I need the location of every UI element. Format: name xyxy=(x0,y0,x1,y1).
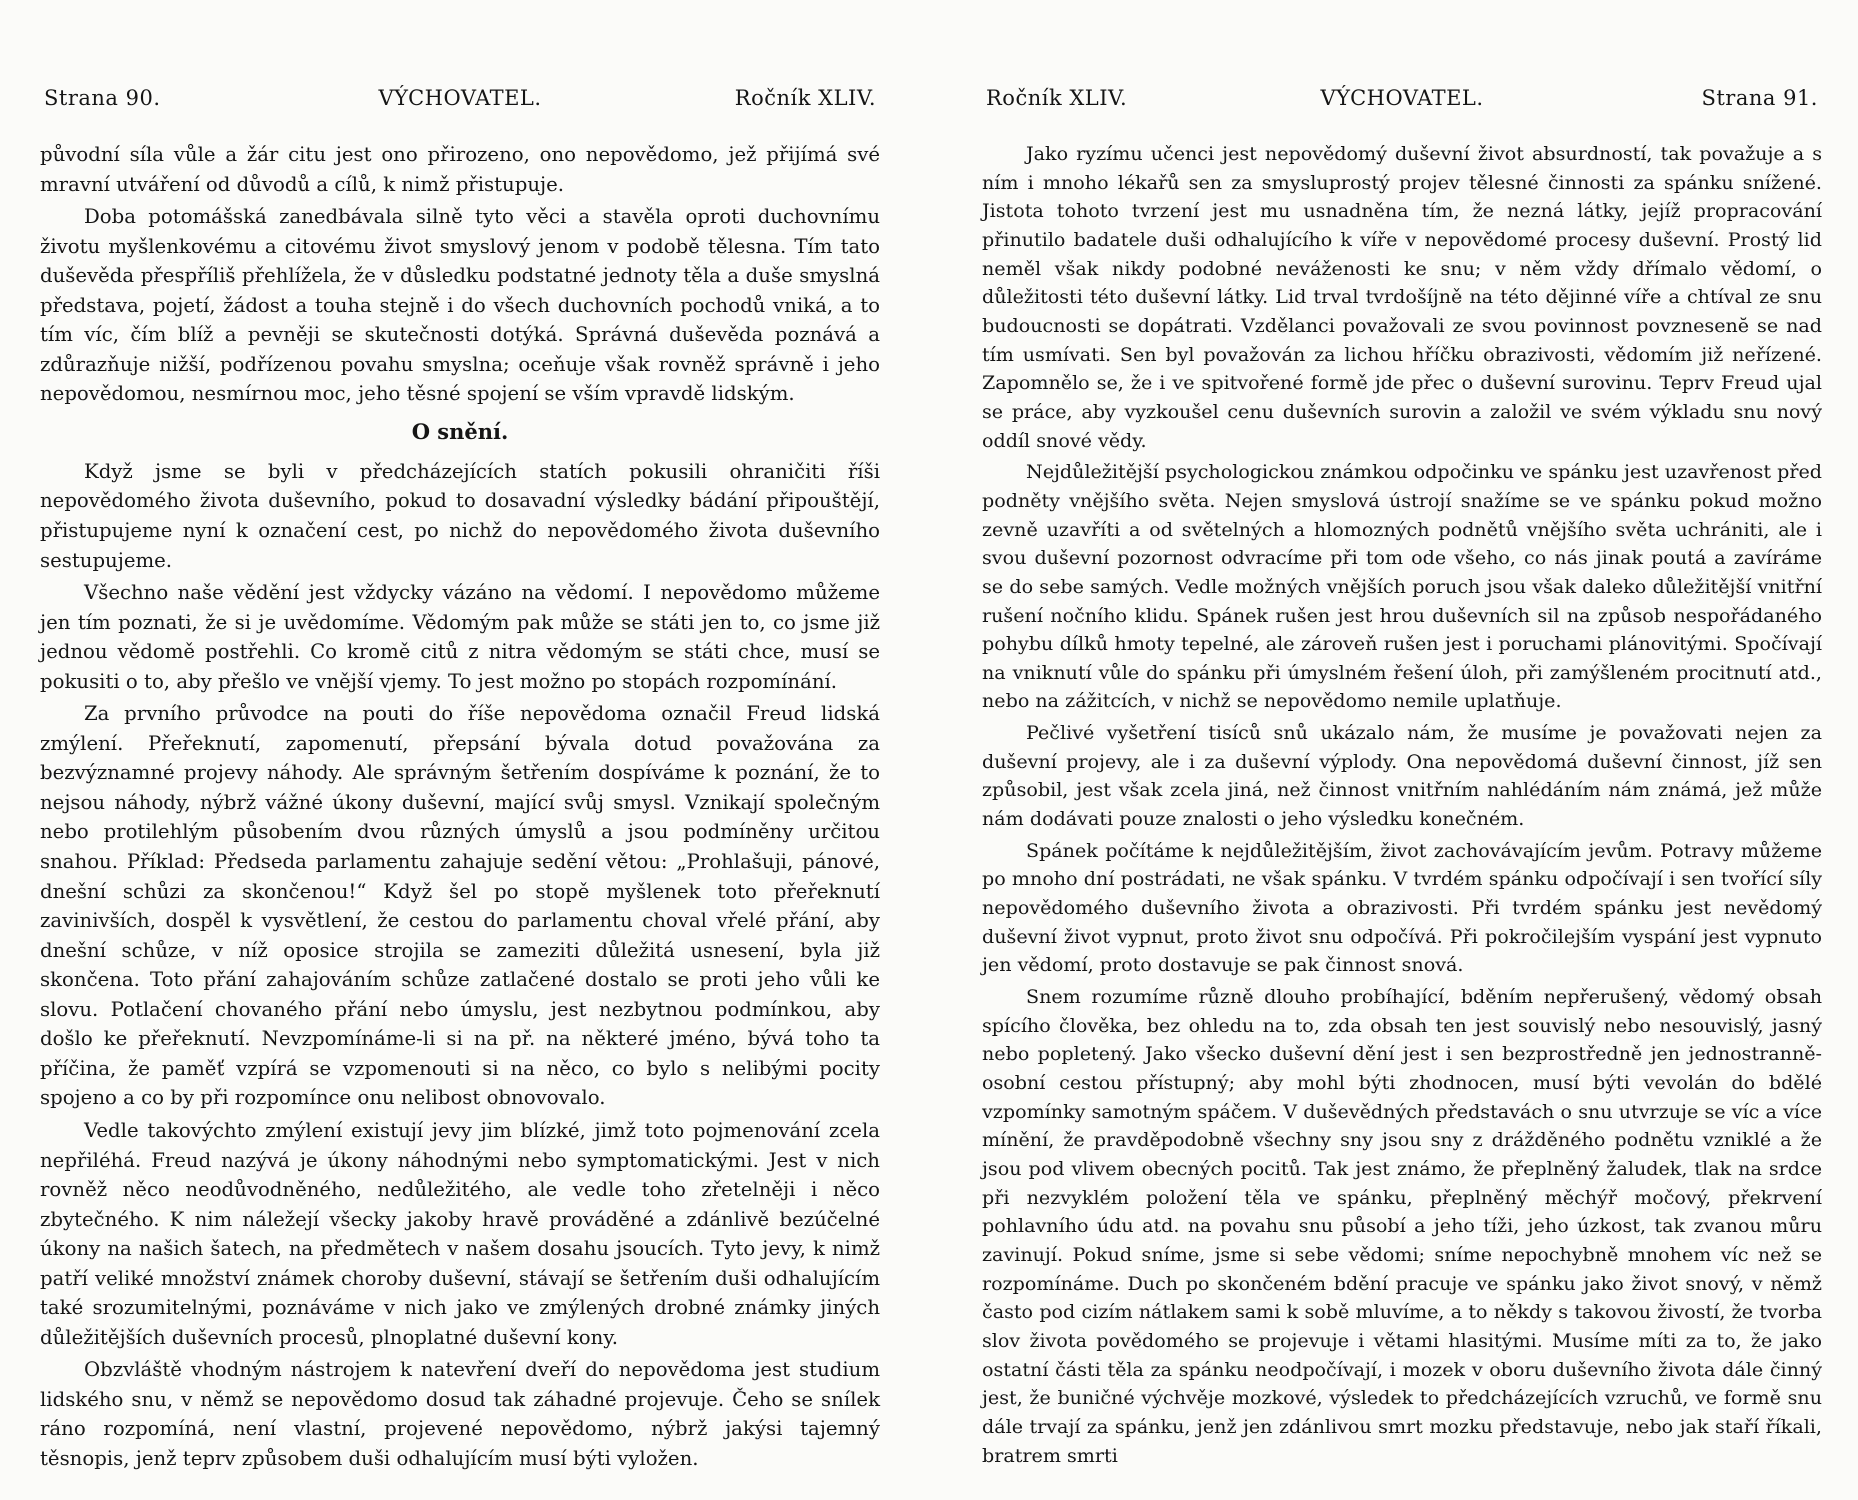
page-body xyxy=(982,140,1822,1473)
paragraph: Vedle takovýchto zmýlení existují jevy jim blízké, jimž toto pojmenování zcela nepřiléhá. Freud nazývá je úkony náhodnými nebo symptomatickými. Jest v nich rovněž něco neodůvodněného, nedůležitého, ale vedle toho zřetelněji i něco zbytečného. K nim náležejí všecky jakoby hravě prováděné a zdánlivě bezúčelné úkony na našich šatech, na předmětech v našem dosahu jsoucích. Tyto jevy, k nimž patří veliké množství známek choroby duševní, stávají se šetřením duši odhalujícím také srozumitelnými, poznáváme v nich jako ve zmýlených drobné známky jiných důležitějších duševních procesů, plnoplatné duševní kony. xyxy=(40,1118,880,1349)
paragraph: Doba potomášská zanedbávala silně tyto věci a stavěla oproti duchovnímu životu myšlenkovému a citovému život smyslový jenom v podobě tělesna. Tím tato duševěda přespříliš přehlížela, že v důsledku podstatné jednoty těla a duše smyslná představa, pojetí, žádost a touha stejně i do všech duchovních pochodů vniká, a to tím víc, čím blíž a pevněji se skutečnosti dotýká. Správná duševěda poznává a zdůrazňuje nižší, podřízenou povahu smyslna; oceňuje však rovněž správně i jeho nepovědomou, nesmírnou moc, jeho těsné spojení se vším vpravdě lidským. xyxy=(40,205,880,406)
paragraph: Nejdůležitější psychologickou známkou odpočinku ve spánku jest uzavřenost před podněty vnějšího světa. Nejen smyslová ústrojí snažíme se ve spánku pokud možno zevně uzavříti a od světelných a hlomozných podnětů vnějšího světa uchrániti, ale i svou duševní pozornost odvracíme při tom ode všeho, co nás jinak poutá a zavíráme se do sebe samých. Vedle možných vnějších poruch jsou však daleko důležitější vnitřní rušení nočního klidu. Spánek rušen jest hrou duševních sil na způsob nespořádaného pohybu dílků hmoty tepelné, ale zároveň rušen jest i poruchami plánovitými. Spočívají na vniknutí vůle do spánku při úmyslném řešení úloh, při zamýšleném procitnutí atd., nebo na zážitcích, v nichž se nepovědomo nemile uplatňuje. xyxy=(982,460,1822,713)
paragraph: Spánek počítáme k nejdůležitějším, život zachovávajícím jevům. Potravy můžeme po mnoho dní postrádati, ne však spánku. V tvrdém spánku odpočívají i sen tvořící síly nepovědomého duševního života a obrazivosti. Při tvrdém spánku jest nevědomý duševní život vypnut, proto život snu odpočívá. Při pokročilejším vyspání jest vypnuto jen vědomí, proto dostavuje se pak činnost snová. xyxy=(982,838,1822,977)
page-body xyxy=(40,140,880,1477)
volume-label: Ročník XLIV. xyxy=(986,86,1128,110)
paragraph: Jako ryzímu učenci jest nepovědomý duševní život absurdností, tak považuje a s ním i mnoho lékařů sen za smysluprostý projev tělesné činnosti za spánku snížené. Jistota tohoto tvrzení jest mu usnadněna tím, že nezná látky, jejíž propracování přinutilo badatele duši odhalujícího k víře v nepovědomé procesy duševní. Prostý lid neměl však nikdy podobné neváženosti ke snu; v něm vždy dřímalo vědomí, o důležitosti této duševní látky. Lid trval tvrdošíjně na této dějinné víře a chtíval ze snu budoucnosti se dopátrati. Vzdělanci považovali ze svou povinnost povznesenĕ se nad tím usmívati. Sen byl považován za lichou hříčku obrazivosti, vědomím již neřízené. Zapomnělo se, že i ve spitvořené formě jde přec o duševní surovinu. Teprv Freud ujal se práce, aby vyzkoušel cenu duševních surovin a založil ve svém výkladu snu nový oddíl snové vědy. xyxy=(982,142,1822,452)
paragraph: Všechno naše vědění jest vždycky vázáno na vědomí. I nepovědomo můžeme jen tím poznati, že si je uvědomíme. Vědomým pak může se státi jen to, co jsme již jednou vědomě postřehli. Co kromě citů z nitra vědomým se státi chce, musí se pokusiti o to, aby přešlo ve vnější vjemy. To jest možno po stopách rozpomínání. xyxy=(40,581,880,693)
paragraph: původní síla vůle a žár citu jest ono přirozeno, ono nepovědomo, jež přijímá své mravní utváření od důvodů a cílů, k nimž přistupuje. xyxy=(40,143,880,196)
page-number: Strana 90. xyxy=(44,86,161,110)
paragraph: Snem rozumíme různě dlouho probíhající, bděním nepřerušený, vědomý obsah spícího člověka, bez ohledu na to, zda obsah ten jest souvislý nebo nesouvislý, jasný nebo popletený. Jako všecko duševní dění jest i sen bezprostředně jen jednostranně-osobní cestou přístupný; aby mohl býti zhodnocen, musí býti vevolán do bdělé vzpomínky samotným spáčem. V duševědných představách o snu utvrzuje se víc a více mínění, že pravděpodobně všechny sny jsou sny z drážděného podnětu vzniklé a že jsou pod vlivem obecných pocitů. Tak jest známo, že přeplněný žaludek, tlak na srdce při nezvyklém položení těla ve spánku, přeplněný měchýř močový, překrvení pohlavního údu atd. na povahu snu působí a jeho tíži, jeho úzkost, tak zvanou můru zavinují. Pokud sníme, jsme si sebe vědomi; sníme nepochybně mnohem víc než se rozpomínáme. Duch po skončeném bdění pracuje ve spánku jako život snový, v němž často pod cizím nátlakem sami k sobě mluvíme, a to někdy s takovou živostí, že tvorba slov života povědomého se projevuje i větami hlasitými. Musíme míti za to, že jako ostatní části těla za spánku neodpočívají, i mozek v oboru duševního života dále činný jest, že buničné výchvěje mozkové, výsledek to předcházejících vzruchů, ve formě snu dále trvají za spánku, jenž jen zdánlivou smrt mozku představuje, nebo jak staří říkali, bratrem smrti xyxy=(982,985,1822,1467)
running-title: VÝCHOVATEL. xyxy=(378,86,542,110)
page-header xyxy=(40,86,880,122)
paragraph: Pečlivé vyšetření tisíců snů ukázalo nám, že musíme je považovati nejen za duševní projevy, ale i za duševní výplody. Ona nepovědomá duševní činnost, jíž sen způsobil, jest však zcela jiná, než činnost vnitřním nahlédáním nám známá, jež může nám dodávati pouze znalosti o jeho výsledku konečném. xyxy=(982,721,1822,831)
page-number: Strana 91. xyxy=(1701,86,1818,110)
paragraph: Obzvláště vhodným nástrojem k natevření dveří do nepovědoma jest studium lidského snu, v němž se nepovědomo dosud tak záhadné projevuje. Čeho se snílek ráno rozpomíná, není vlastní, projevené nepovědomo, nýbrž jakýsi tajemný těsnopis, jenž teprv způsobem duši odhalujícím musí býti vyložen. xyxy=(40,1358,880,1470)
paragraph: Když jsme se byli v předcházejících statích pokusili ohraničiti říši nepovědomého života duševního, pokud to dosavadní výsledky bádání připouštějí, přistupujeme nyní k označení cest, po nichž do nepovědomého života duševního sestupujeme. xyxy=(40,459,880,572)
page-header xyxy=(982,86,1822,122)
left-page xyxy=(40,0,880,1500)
paragraph: Za prvního průvodce na pouti do říše nepovědoma označil Freud lidská zmýlení. Přeřeknutí, zapomenutí, přepsání bývala dotud považována za bezvýznamné projevy náhody. Ale správným šetřením dospíváme k poznání, že to nejsou náhody, nýbrž vážné úkony duševní, mající svůj smysl. Vznikají společným nebo protilehlým působením dvou různých úmyslů a jsou podmíněny určitou snahou. Příklad: Předseda parlamentu zahajuje sedění větou: „Prohlašuji, pánové, dnešní schůzi za skončenou!“ Když šel po stopě myšlenek toto přeřeknutí zavinivších, dospěl k vysvětlení, že cestou do parlamentu choval vřelé přání, aby dnešní schůze, v níž oposice strojila se zameziti důležitá usnesení, byla již skončena. Toto přání zahajováním schůze zatlačené dostalo se proti jeho vůli ke slovu. Potlačení chovaného přání nebo úmyslu, jest nezbytnou podmínkou, aby došlo ke přeřeknutí. Nevzpomínáme-li si na př. na některé jméno, bývá toho ta příčina, že paměť vzpírá se vzpomenouti si na něco, co bylo s nelibými pocity spojeno a co by při rozpomínce onu nelibost obnovovalo. xyxy=(40,702,880,1110)
section-heading: O snění. xyxy=(411,418,509,444)
running-title: VÝCHOVATEL. xyxy=(1320,86,1484,110)
right-page xyxy=(982,0,1822,1500)
volume-label: Ročník XLIV. xyxy=(734,86,876,110)
